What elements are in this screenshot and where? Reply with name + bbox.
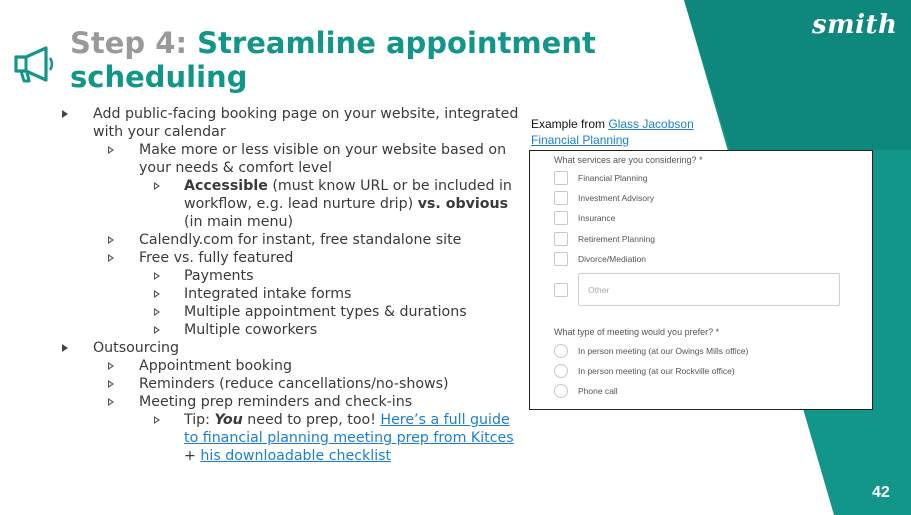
- booking-form-screenshot: What services are you considering? * Financial Planning Investment Advisory Insurance Retirement Planning Divorce/Mediation Other What type of meeting would you prefer? * In person meeting (at our Owings Mills office) In person meeting (at our Rockville office) Phone call: [529, 150, 873, 410]
- bullet-arrow-icon: [108, 146, 114, 154]
- title-step: Step 4:: [70, 26, 188, 60]
- list-item: Payments: [62, 267, 522, 285]
- bullet-arrow-icon: [154, 326, 160, 334]
- radio-button[interactable]: [554, 344, 568, 358]
- list-item: Make more or less visible on your website based on your needs & comfort level: [62, 141, 522, 177]
- checkbox[interactable]: [554, 211, 568, 225]
- smith-logo: smith: [812, 10, 898, 40]
- checkbox[interactable]: [554, 283, 568, 297]
- list-item: Reminders (reduce cancellations/no-shows): [62, 375, 522, 393]
- bullet-arrow-icon: [154, 182, 160, 190]
- bullet-arrow-icon: [108, 362, 114, 370]
- title-main: Streamline appointment scheduling: [70, 26, 596, 94]
- list-item: Add public-facing booking page on your website, integrated with your calendar: [62, 105, 522, 141]
- list-item: Free vs. fully featured: [62, 249, 522, 267]
- list-item: Outsourcing: [62, 339, 522, 357]
- bullet-arrow-icon: [108, 398, 114, 406]
- radio-button[interactable]: [554, 364, 568, 378]
- meeting-type-question: What type of meeting would you prefer? *: [554, 327, 720, 337]
- bullet-arrow-icon: [154, 290, 160, 298]
- list-item: Meeting prep reminders and check-ins: [62, 393, 522, 411]
- checklist-link[interactable]: his downloadable checklist: [200, 448, 392, 464]
- bullet-arrow-icon: [62, 344, 68, 352]
- bullet-arrow-icon: [154, 272, 160, 280]
- list-item: Appointment booking: [62, 357, 522, 375]
- page-number: 42: [872, 484, 890, 501]
- bullet-arrow-icon: [154, 308, 160, 316]
- glass-jacobson-link[interactable]: Glass Jacobson Financial Planning: [531, 117, 694, 147]
- bullet-arrow-icon: [108, 254, 114, 262]
- services-question: What services are you considering? *: [554, 155, 703, 165]
- checkbox[interactable]: [554, 171, 568, 185]
- bullet-list: [62, 105, 522, 465]
- kitces-guide-link[interactable]: Here’s a full guide to financial planning meeting prep from Kitces: [184, 412, 514, 446]
- bullet-arrow-icon: [108, 380, 114, 388]
- list-item: Accessible (must know URL or be included in workflow, e.g. lead nurture drip) vs. obvious (in main menu): [62, 177, 522, 231]
- checkbox[interactable]: [554, 252, 568, 266]
- example-caption: Example from Glass Jacobson Financial Planning: [531, 117, 694, 147]
- list-item: Multiple appointment types & durations: [62, 303, 522, 321]
- bullet-arrow-icon: [62, 110, 68, 118]
- list-item: Multiple coworkers: [62, 321, 522, 339]
- checkbox[interactable]: [554, 232, 568, 246]
- megaphone-icon: [10, 44, 56, 84]
- bullet-arrow-icon: [108, 236, 114, 244]
- list-item: Tip: You need to prep, too! Here’s a full guide to financial planning meeting prep from Kitces + his downloadable checklist: [62, 411, 522, 465]
- checkbox[interactable]: [554, 191, 568, 205]
- slide-title: [70, 26, 670, 94]
- bullet-arrow-icon: [154, 416, 160, 424]
- other-input[interactable]: Other: [578, 273, 840, 306]
- list-item: Calendly.com for instant, free standalone site: [62, 231, 522, 249]
- list-item: Integrated intake forms: [62, 285, 522, 303]
- radio-button[interactable]: [554, 384, 568, 398]
